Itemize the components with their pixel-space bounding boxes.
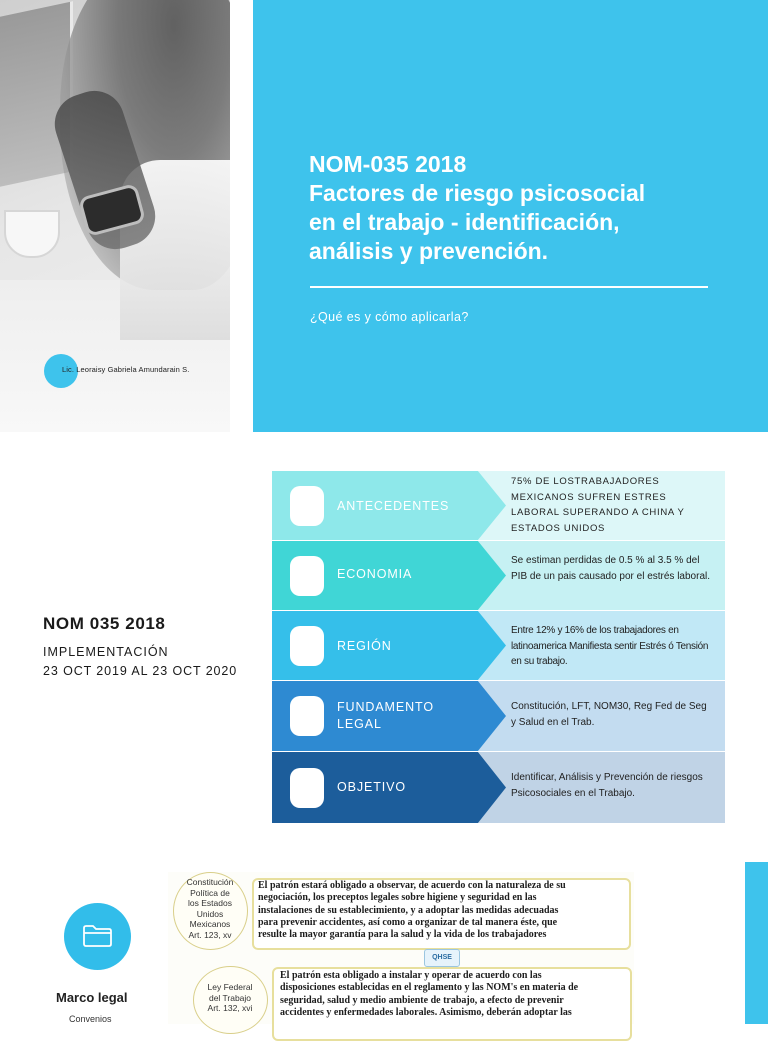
- page-subtitle: ¿Qué es y cómo aplicarla?: [310, 310, 469, 324]
- row-label-region: REGIÓN: [337, 639, 392, 653]
- qhse-logo: QHSE: [424, 949, 460, 967]
- row-text-region: Entre 12% y 16% de los trabajadores en latinoamerica Manifiesta sentir Estrés ó Tensión en su trabajo.: [511, 625, 709, 667]
- row-badge-icon: [290, 486, 324, 526]
- legal-framework-image: [168, 872, 634, 1024]
- marco-legal-heading: Marco legal: [56, 990, 128, 1005]
- row-text-antecedentes: 75% DE LOSTRABAJADORES MEXICANOS SUFREN ESTRES LABORAL SUPERANDO A CHINA Y ESTADOS UNIDOS: [511, 476, 685, 534]
- accent-bar: [745, 862, 768, 1024]
- row-badge-icon: [290, 696, 324, 736]
- row-label-antecedentes: ANTECEDENTES: [337, 499, 450, 513]
- nom-heading: NOM 035 2018: [43, 614, 166, 633]
- author-name: Lic. Leoraisy Gabriela Amundarain S.: [62, 365, 190, 374]
- table-row: [272, 752, 725, 823]
- table-row: [272, 471, 725, 540]
- row-label-economia: ECONOMIA: [337, 567, 413, 581]
- implementation-label: IMPLEMENTACIÓN: [43, 645, 169, 659]
- table-row: [272, 611, 725, 680]
- title-divider: [310, 286, 708, 288]
- table-row: [272, 681, 725, 751]
- row-badge-icon: [290, 556, 324, 596]
- page-title: NOM-035 2018 Factores de riesgo psicosocial en el trabajo - identificación, análisis y prevención.: [309, 151, 646, 264]
- folder-icon: [83, 925, 112, 947]
- row-text-economia: Se estiman perdidas de 0.5 % al 3.5 % del PIB de un pais causado por el estrés laboral.: [511, 555, 711, 582]
- constitution-text: El patrón estará obligado a observar, de acuerdo con la naturaleza de su negociación, los preceptos legales sobre higiene y seguridad en las instalaciones de su establecimiento, y a adoptar las medidas adecuadas para prevenir accidentes, así como a organizar de tal manera éste, que resulte la mayor garantía para la salud y la vida de los trabajadores: [258, 880, 566, 941]
- folder-badge: [64, 903, 131, 970]
- coffee-cup-image: [4, 210, 60, 258]
- row-badge-icon: [290, 626, 324, 666]
- row-text-objetivo: Identificar, Análisis y Prevención de riesgos Psicosociales en el Trabajo.: [511, 772, 703, 799]
- implementation-dates: 23 OCT 2019 AL 23 OCT 2020: [43, 664, 238, 678]
- info-table: [272, 471, 725, 823]
- hero-section: [0, 0, 768, 432]
- row-badge-icon: [290, 768, 324, 808]
- constitution-label: Constitución Política de los Estados Unidos Mexicanos Art. 123, xv: [186, 877, 234, 940]
- table-row: [272, 541, 725, 610]
- labor-law-label: Ley Federal del Trabajo Art. 132, xvi: [207, 982, 253, 1013]
- convenios-label: Convenios: [69, 1014, 112, 1024]
- row-text-fundamento-legal: Constitución, LFT, NOM30, Reg Fed de Seg y Salud en el Trab.: [511, 701, 707, 728]
- row-label-fundamento-legal: FUNDAMENTO LEGAL: [337, 700, 434, 731]
- row-label-objetivo: OBJETIVO: [337, 780, 407, 794]
- labor-law-text: El patrón esta obligado a instalar y operar de acuerdo con las disposiciones establecidas en el reglamento y las NOM's en materia de seguridad, salud y medio ambiente de trabajo, a efecto de prevenir accidentes y enfermedades laborales. Asimismo, deberán adoptar las: [280, 970, 579, 1018]
